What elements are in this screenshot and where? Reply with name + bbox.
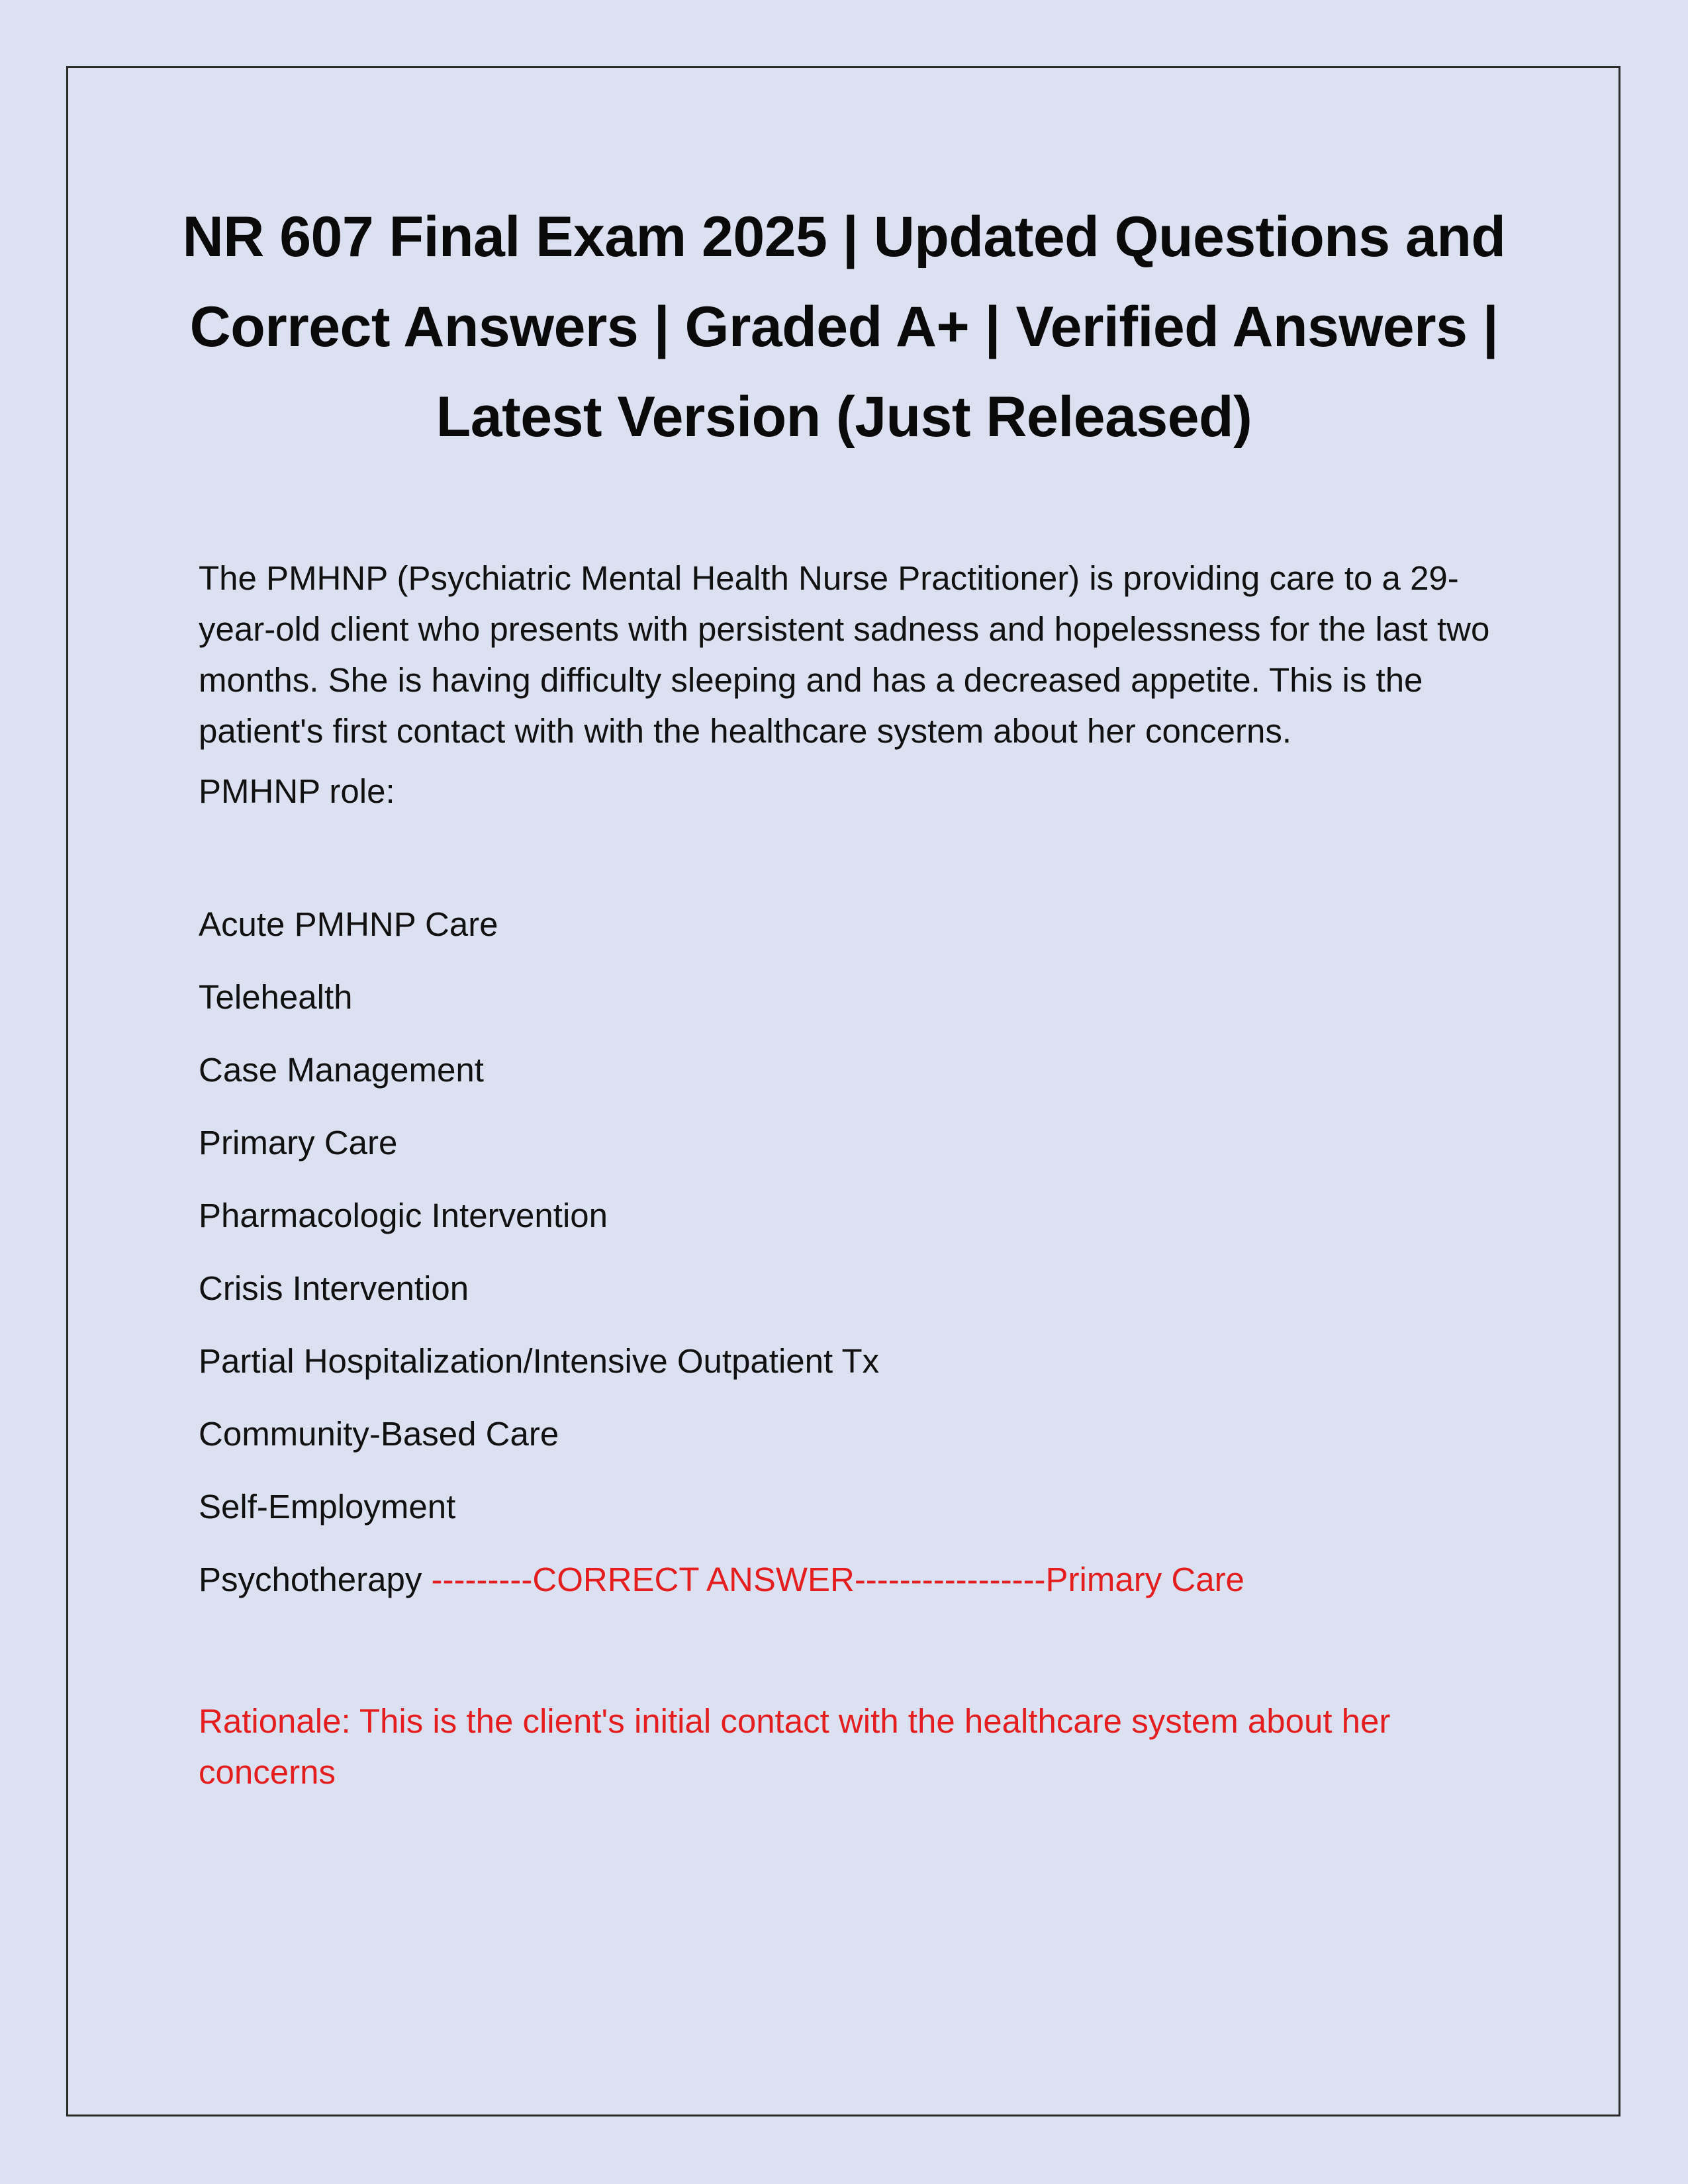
option-acute-pmhnp-care: Acute PMHNP Care <box>199 905 498 943</box>
question-stem: The PMHNP (Psychiatric Mental Health Nurse Practitioner) is providing care to a 29-year-old client who presents with persistent sadness and hopelessness for the last two months. She is having difficulty sleeping and has a decreased appetite. This is the patient's first contact with with the healthcare system about her concerns. <box>199 559 1490 750</box>
option-community-based-care: Community-Based Care <box>199 1415 559 1453</box>
option-telehealth: Telehealth <box>199 978 353 1016</box>
option-partial-hospitalization: Partial Hospitalization/Intensive Outpatient Tx <box>199 1342 880 1380</box>
rationale: Rationale: This is the client's initial contact with the healthcare system about her concerns <box>199 1702 1391 1791</box>
document-title: NR 607 Final Exam 2025 | Updated Questions and Correct Answers | Graded A+ | Verified Answers | Latest Version (Just Released) <box>182 205 1506 449</box>
correct-answer-marker: ---------CORRECT ANSWER-----------------Primary Care <box>431 1561 1244 1598</box>
question-prompt: PMHNP role: <box>199 772 395 810</box>
option-psychotherapy: Psychotherapy <box>199 1561 422 1598</box>
option-pharmacologic-intervention: Pharmacologic Intervention <box>199 1197 608 1234</box>
option-primary-care: Primary Care <box>199 1124 398 1161</box>
question-block <box>199 553 1496 1797</box>
option-self-employment: Self-Employment <box>199 1488 456 1525</box>
option-crisis-intervention: Crisis Intervention <box>199 1269 469 1307</box>
option-psychotherapy-row <box>199 1554 1496 1627</box>
option-case-management: Case Management <box>199 1051 484 1089</box>
answer-options <box>199 899 1496 1627</box>
